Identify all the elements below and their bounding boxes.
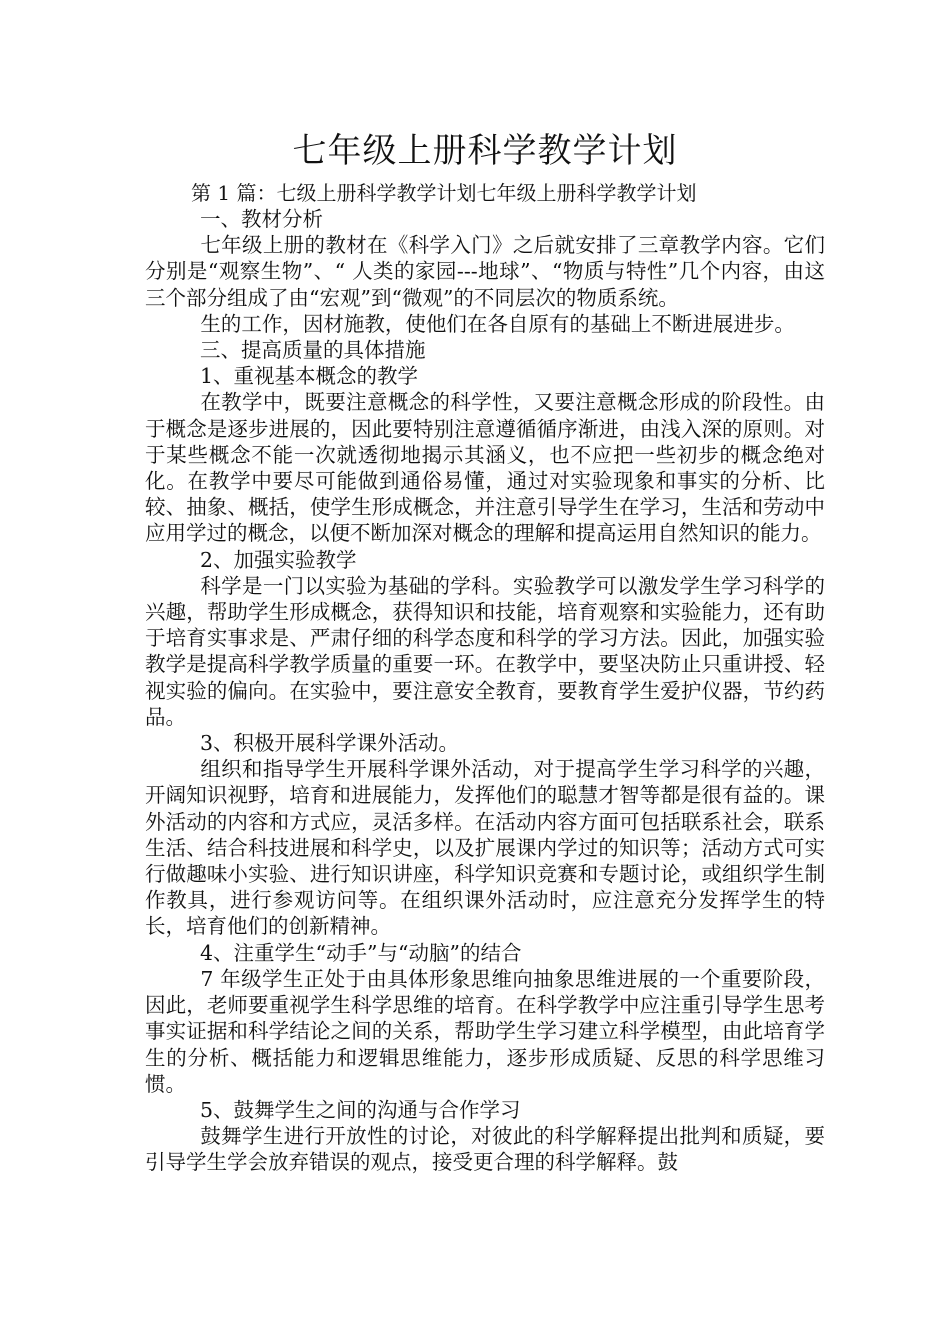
paragraph: 科学是一门以实验为基础的学科。实验教学可以激发学生学习科学的兴趣，帮助学生形成概念，获得知识和技能，培育观察和实验能力，还有助于培育实事求是、严肃仔细的科学态度和科学的学习方法。因此，加强实验教学是提高科学教学质量的重要一环。在教学中，要坚决防止只重讲授、轻视实验的偏向。在实验中，要注意安全教育，要教育学生爱护仪器，节约药品。 [145, 573, 825, 729]
subsection-heading: 2、加强实验教学 [200, 547, 357, 572]
paragraph: 鼓舞学生进行开放性的讨论，对彼此的科学解释提出批判和质疑，要引导学生学会放弃错误的观点，接受更合理的科学解释。鼓 [145, 1124, 825, 1175]
document-title: 七年级上册科学教学计划 [292, 131, 678, 171]
subsection-heading: 3、积极开展科学课外活动。 [200, 731, 460, 756]
document-subtitle: 第 1 篇：七级上册科学教学计划七年级上册科学教学计划 [191, 181, 697, 205]
paragraph: 7 年级学生正处于由具体形象思维向抽象思维进展的一个重要阶段，因此，老师要重视学生科学思维的培育。在科学教学中应注重引导学生思考事实证据和科学结论之间的关系，帮助学生学习建立科学模型，由此培育学生的分析、概括能力和逻辑思维能力，逐步形成质疑、反思的科学思维习惯。 [145, 966, 825, 1096]
subsection-heading: 1、重视基本概念的教学 [200, 364, 419, 389]
section-heading: 三、提高质量的具体措施 [200, 338, 426, 363]
paragraph: 生的工作，因材施教，使他们在各自原有的基础上不断进展进步。 [200, 311, 795, 336]
section-heading: 一、教材分析 [200, 207, 323, 231]
subsection-heading: 5、鼓舞学生之间的沟通与合作学习 [200, 1097, 521, 1122]
subsection-heading: 4、注重学生“动手”与“动脑”的结合 [200, 940, 522, 965]
paragraph: 七年级上册的教材在《科学入门》之后就安排了三章教学内容。它们分别是“观察生物”、“ 人类的家园---地球”、“物质与特性”几个内容，由这三个部分组成了由“宏观”到“微观”的不同层次的物质系统。 [145, 233, 825, 310]
document-page [145, 122, 825, 1176]
paragraph: 在教学中，既要注意概念的科学性，又要注意概念形成的阶段性。由于概念是逐步进展的，因此要特别注意遵循循序渐进，由浅入深的原则。对于某些概念不能一次就透彻地揭示其涵义，也不应把一些初步的概念绝对化。在教学中要尽可能做到通俗易懂，通过对实验现象和事实的分析、比较、抽象、概括，使学生形成概念，并注意引导学生在学习，生活和劳动中应用学过的概念，以便不断加深对概念的理解和提高运用自然知识的能力。 [145, 390, 825, 546]
paragraph: 组织和指导学生开展科学课外活动，对于提高学生学习科学的兴趣，开阔知识视野，培育和进展能力，发挥他们的聪慧才智等都是很有益的。课外活动的内容和方式应，灵活多样。在活动内容方面可包括联系社会，联系生活、结合科技进展和科学史，以及扩展课内学过的知识等；活动方式可实行做趣味小实验、进行知识讲座，科学知识竞赛和专题讨论，或组织学生制作教具，进行参观访问等。在组织课外活动时，应注意充分发挥学生的特长，培育他们的创新精神。 [145, 757, 825, 939]
